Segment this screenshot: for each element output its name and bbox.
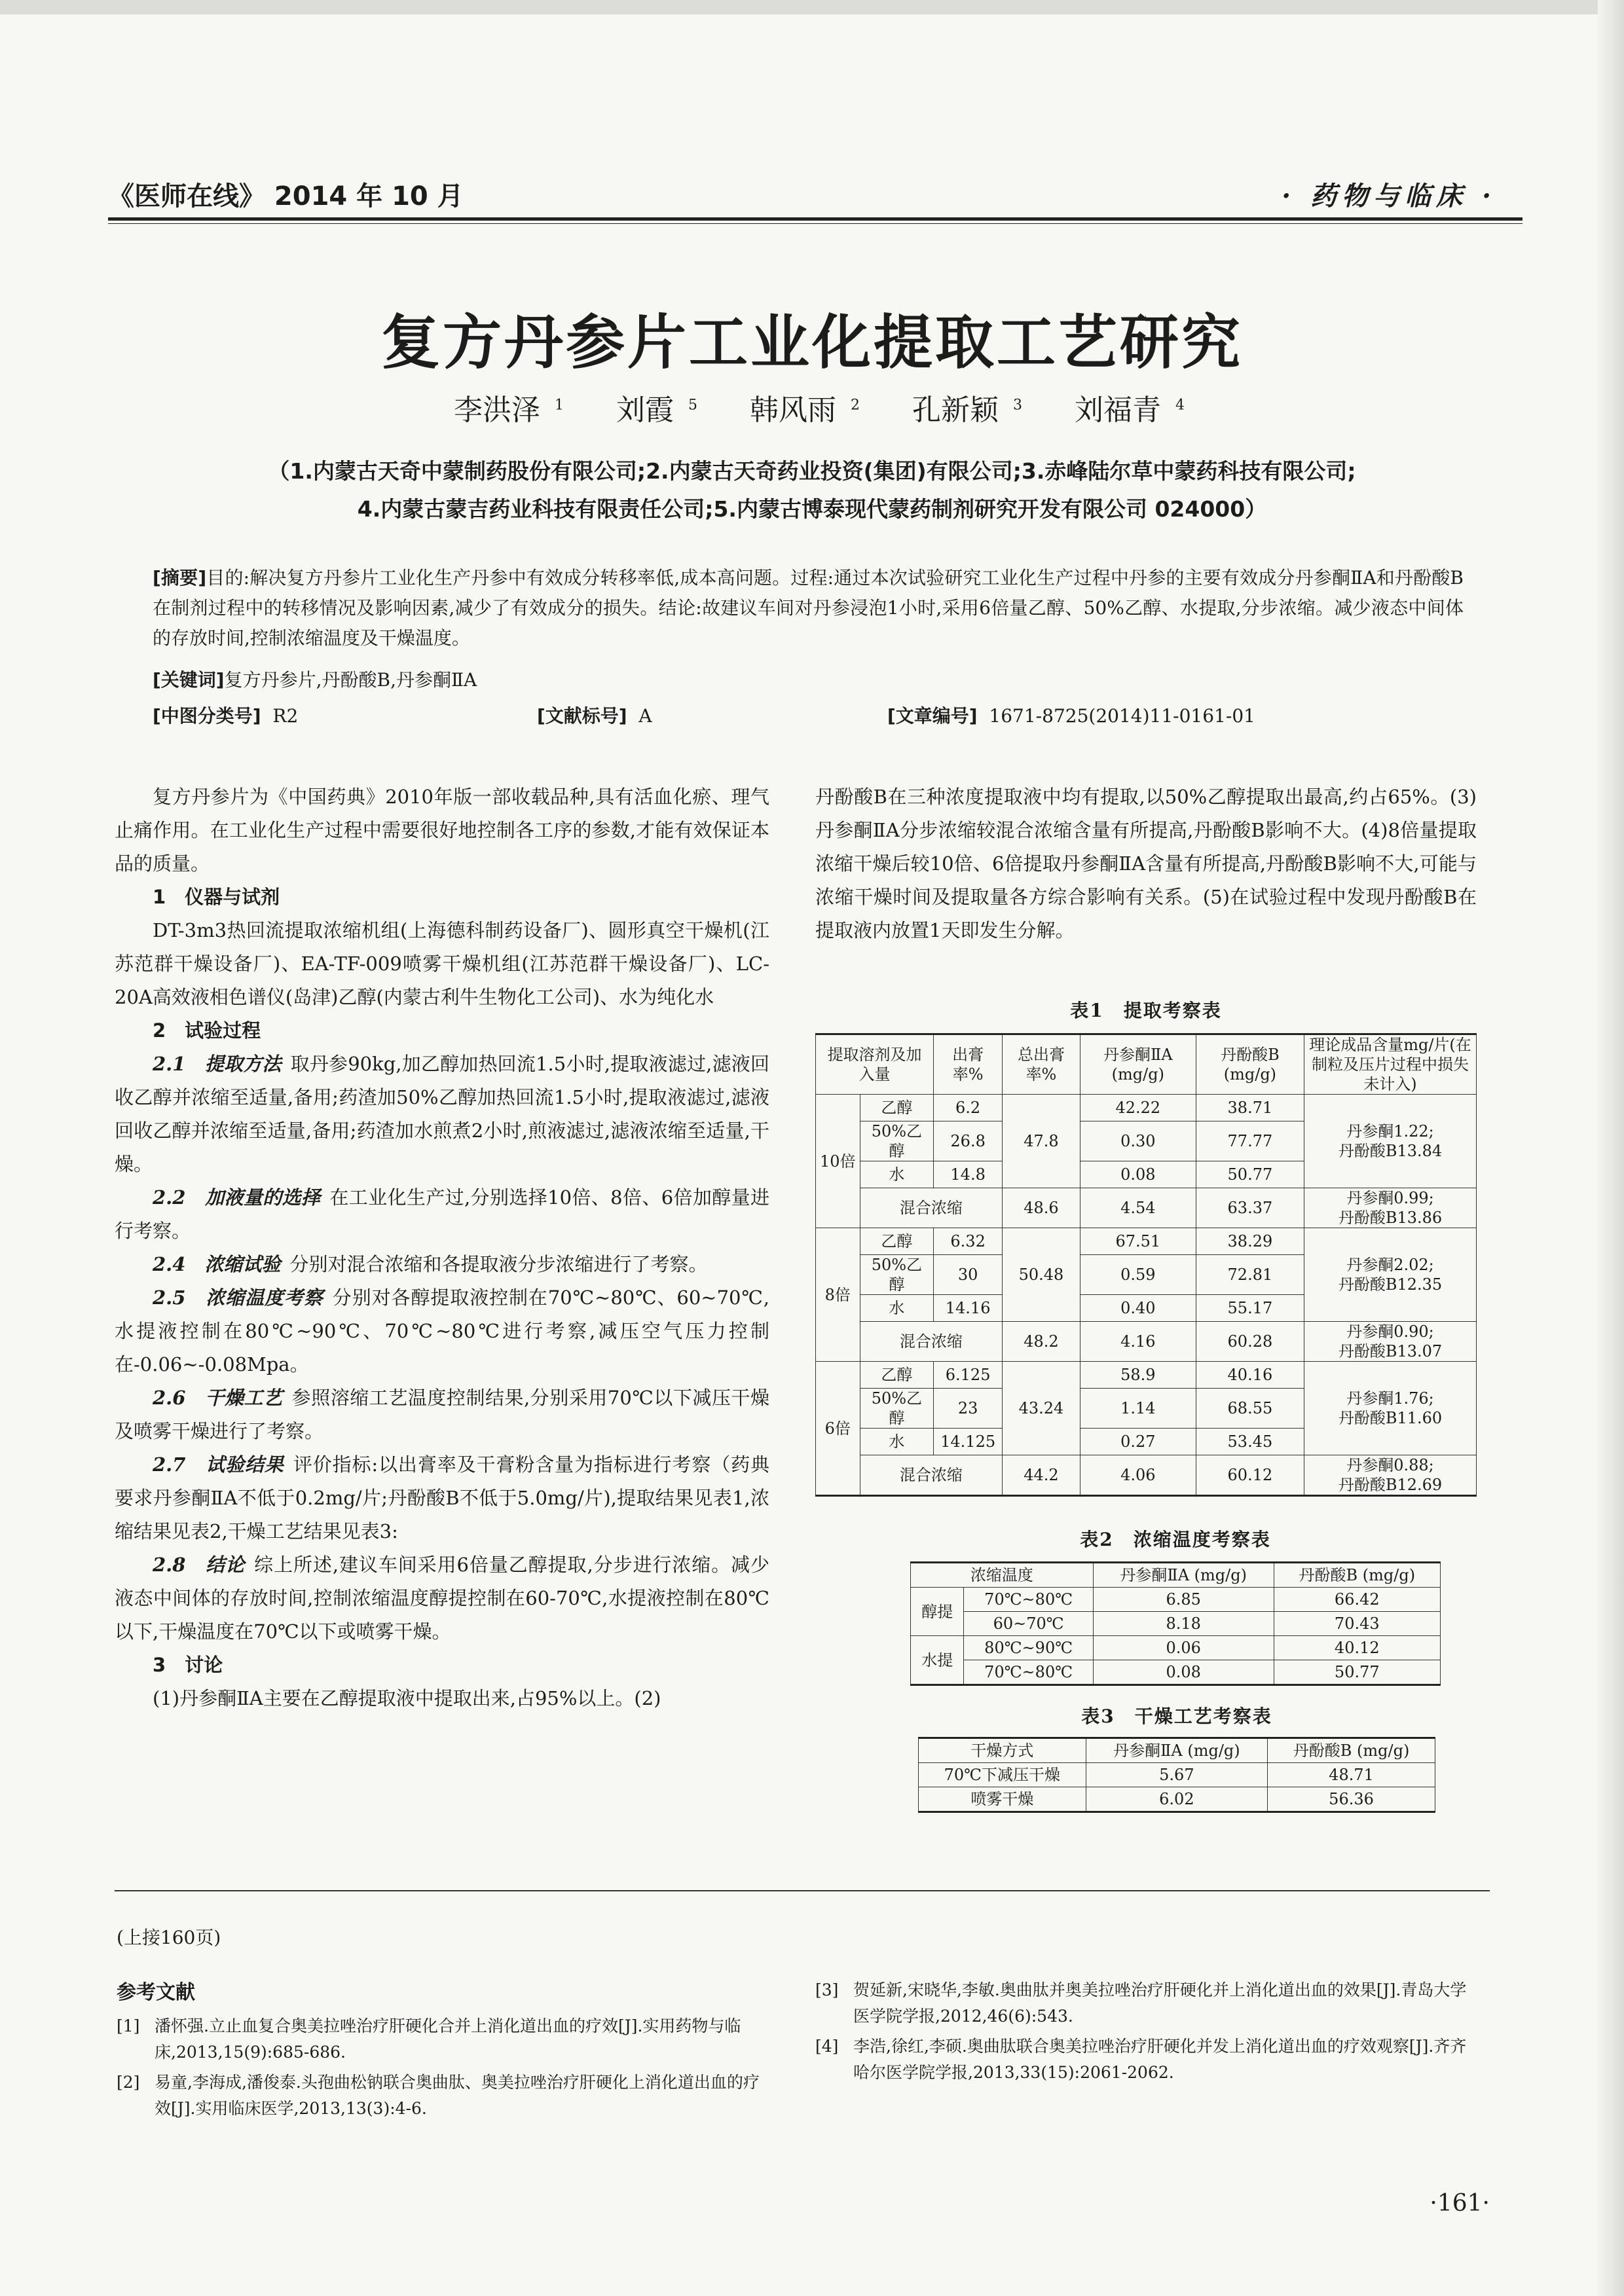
- table-cell: 混合浓缩: [860, 1322, 1003, 1362]
- table-cell: 干燥方式: [919, 1738, 1086, 1763]
- table-cell: 66.42: [1274, 1588, 1440, 1612]
- table-cell: 1.14: [1080, 1389, 1196, 1429]
- header-rule-thick: [108, 217, 1522, 221]
- table-row: [911, 1612, 1441, 1636]
- article-number: [文章编号] 1671-8725(2014)11-0161-01: [887, 705, 1255, 727]
- author: 刘霞 $^5$: [616, 393, 697, 427]
- table-cell: 6.2: [934, 1095, 1003, 1121]
- section-heading: 1 仪器与试剂: [153, 886, 280, 908]
- continued-note: (上接160页): [117, 1927, 221, 1948]
- table-cell: 6倍: [816, 1362, 860, 1496]
- table-cell: 混合浓缩: [860, 1455, 1003, 1496]
- table3-drying: [918, 1737, 1435, 1813]
- table1-caption: 表1 提取考察表: [1070, 1000, 1222, 1021]
- table-cell: 丹参酮1.76; 丹酚酸B11.60: [1304, 1362, 1477, 1455]
- table-cell: 理论成品含量mg/片(在制粒及压片过程中损失未计入): [1304, 1034, 1477, 1095]
- table-cell: 50.77: [1274, 1660, 1440, 1685]
- table-cell: 丹参酮ⅡA (mg/g): [1093, 1563, 1274, 1588]
- table-cell: 50%乙醇: [860, 1389, 934, 1429]
- table-cell: 38.29: [1196, 1228, 1304, 1255]
- table-cell: 56.36: [1268, 1787, 1435, 1812]
- page-number: ·161·: [1430, 2190, 1490, 2217]
- table-cell: 80℃~90℃: [964, 1636, 1093, 1660]
- table-cell: 水提: [911, 1636, 964, 1685]
- table-cell: 丹参酮2.02; 丹酚酸B12.35: [1304, 1228, 1477, 1322]
- table-cell: 60.12: [1196, 1455, 1304, 1496]
- table-cell: 26.8: [934, 1121, 1003, 1161]
- table-cell: 47.8: [1003, 1095, 1080, 1188]
- table-row: [816, 1095, 1477, 1121]
- table-cell: 丹参酮0.88; 丹酚酸B12.69: [1304, 1455, 1477, 1496]
- body-left-column: [115, 780, 769, 1715]
- table-cell: 14.16: [934, 1295, 1003, 1322]
- table-cell: 提取溶剂及加入量: [816, 1034, 934, 1095]
- section-heading: 3 讨论: [153, 1654, 223, 1676]
- table-cell: 丹参酮ⅡA (mg/g): [1080, 1034, 1196, 1095]
- table-cell: 14.125: [934, 1429, 1003, 1455]
- author-list: [0, 386, 1624, 428]
- table-cell: 0.06: [1093, 1636, 1274, 1660]
- table-cell: 50%乙醇: [860, 1255, 934, 1295]
- article-title: 复方丹参片工业化提取工艺研究: [381, 308, 1243, 377]
- table-cell: 44.2: [1003, 1455, 1080, 1496]
- author: 孔新颖 $^3$: [912, 393, 1022, 427]
- table-header-row: [911, 1563, 1441, 1588]
- table-cell: 6.02: [1086, 1787, 1267, 1812]
- table-cell: 70℃~80℃: [964, 1588, 1093, 1612]
- reference-item: [1] 潘怀强.立止血复合奥美拉唑治疗肝硬化合并上消化道出血的疗效[J].实用药物与临床,2013,15(9):685-686.: [117, 2016, 741, 2062]
- table-cell: 60.28: [1196, 1322, 1304, 1362]
- table-cell: 6.32: [934, 1228, 1003, 1255]
- table1-extraction: [815, 1033, 1477, 1497]
- clc-number: [中图分类号] R2: [153, 705, 299, 727]
- table2-caption: 表2 浓缩温度考察表: [1080, 1529, 1271, 1550]
- table-cell: 4.54: [1080, 1188, 1196, 1228]
- table-cell: 0.40: [1080, 1295, 1196, 1322]
- table-cell: 丹参酮0.90; 丹酚酸B13.07: [1304, 1322, 1477, 1362]
- table2-concentration: [910, 1561, 1441, 1686]
- table-cell: 70℃下减压干燥: [919, 1763, 1086, 1787]
- table-cell: 50.77: [1196, 1161, 1304, 1188]
- affiliation-line-2: 4.内蒙古蒙吉药业科技有限责任公司;5.内蒙古博泰现代蒙药制剂研究开发有限公司 024000）: [357, 496, 1267, 522]
- paragraph: 复方丹参片为《中国药典》2010年版一部收载品种,具有活血化瘀、理气止痛作用。在工业化生产过程中需要很好地控制各工序的参数,才能有效保证本品的质量。: [115, 786, 769, 875]
- references-heading: 参考文献: [117, 1981, 195, 2004]
- paragraph: DT-3m3热回流提取浓缩机组(上海德科制药设备厂)、圆形真空干燥机(江苏范群干燥设备厂)、EA-TF-009喷雾干燥机组(江苏范群干燥设备厂)、LC-20A高效液相色谱仪(岛津)乙醇(内蒙古利牛生物化工公司)、水为纯化水: [115, 919, 769, 1008]
- table-cell: 42.22: [1080, 1095, 1196, 1121]
- table3-caption: 表3 干燥工艺考察表: [1081, 1705, 1272, 1727]
- table-cell: 55.17: [1196, 1295, 1304, 1322]
- table-cell: 0.27: [1080, 1429, 1196, 1455]
- table-cell: 丹酚酸B (mg/g): [1268, 1738, 1435, 1763]
- paragraph: 2.8 结论 综上所述,建议车间采用6倍量乙醇提取,分步进行浓缩。减少液态中间体的存放时间,控制浓缩温度醇提控制在60-70℃,水提液控制在80℃以下,干燥温度在70℃以下或喷雾干燥。: [115, 1554, 770, 1643]
- paragraph: 丹酚酸B在三种浓度提取液中均有提取,以50%乙醇提取出最高,约占65%。(3)丹参酮ⅡA分步浓缩较混合浓缩含量有所提高,丹酚酸B影响不大。(4)8倍量提取浓缩干燥后较10倍、6倍提取丹参酮ⅡA含量有所提高,丹酚酸B影响不大,可能与浓缩干燥时间及提取量各方综合影响有关系。(5)在试验过程中发现丹酚酸B在提取液内放置1天即发生分解。: [815, 786, 1477, 941]
- table-cell: 4.06: [1080, 1455, 1196, 1496]
- table-cell: 水: [860, 1161, 934, 1188]
- running-header-section: · 药物与临床 ·: [1282, 181, 1496, 211]
- reference-item: [2] 易童,李海成,潘俊泰.头孢曲松钠联合奥曲肽、奥美拉唑治疗肝硬化上消化道出血的疗效[J].实用临床医学,2013,13(3):4-6.: [117, 2073, 760, 2118]
- table-cell: 丹参酮1.22; 丹酚酸B13.84: [1304, 1095, 1477, 1188]
- table-row: [816, 1455, 1477, 1496]
- table-cell: 40.16: [1196, 1362, 1304, 1389]
- table-cell: 醇提: [911, 1588, 964, 1636]
- author: 李洪泽 $^1$: [454, 393, 564, 427]
- paragraph: (1)丹参酮ⅡA主要在乙醇提取液中提取出来,占95%以上。(2): [153, 1687, 661, 1709]
- table-cell: 6.125: [934, 1362, 1003, 1389]
- table-row: [911, 1636, 1441, 1660]
- paragraph: 2.7 试验结果 评价指标:以出膏率及干膏粉含量为指标进行考察（药典要求丹参酮ⅡA不低于0.2mg/片;丹酚酸B不低于5.0mg/片),提取结果见表1,浓缩结果见表2,干燥工艺结果见表3:: [115, 1453, 769, 1542]
- table-cell: 水: [860, 1429, 934, 1455]
- author: 刘福青 $^4$: [1075, 393, 1185, 427]
- table-cell: 58.9: [1080, 1362, 1196, 1389]
- reference-item: [4] 李浩,徐红,李硕.奥曲肽联合奥美拉唑治疗肝硬化并发上消化道出血的疗效观察[J].齐齐哈尔医学院学报,2013,33(15):2061-2062.: [815, 2037, 1467, 2082]
- table-cell: 48.2: [1003, 1322, 1080, 1362]
- table-cell: 乙醇: [860, 1095, 934, 1121]
- references-right: [815, 1977, 1477, 2086]
- table-cell: 43.24: [1003, 1362, 1080, 1455]
- table-cell: 4.16: [1080, 1322, 1196, 1362]
- table-cell: 60~70℃: [964, 1612, 1093, 1636]
- table-cell: 丹酚酸B (mg/g): [1274, 1563, 1440, 1588]
- table-cell: 混合浓缩: [860, 1188, 1003, 1228]
- paragraph: 2.4 浓缩试验 分别对混合浓缩和各提取液分步浓缩进行了考察。: [153, 1253, 708, 1275]
- table-cell: 30: [934, 1255, 1003, 1295]
- scan-edge-top: [0, 0, 1624, 14]
- keywords: [关键词]复方丹参片,丹酚酸B,丹参酮ⅡA: [153, 669, 477, 691]
- section-heading: 2 试验过程: [153, 1019, 261, 1042]
- table-cell: 丹参酮ⅡA (mg/g): [1086, 1738, 1267, 1763]
- table-cell: 67.51: [1080, 1228, 1196, 1255]
- table-cell: 丹酚酸B (mg/g): [1196, 1034, 1304, 1095]
- table-cell: 10倍: [816, 1095, 860, 1228]
- abstract: [摘要]目的:解决复方丹参片工业化生产丹参中有效成分转移率低,成本高问题。过程:通过本次试验研究工业化生产过程中丹参的主要有效成分丹参酮ⅡA和丹酚酸B在制剂过程中的转移情况及影响因素,减少了有效成分的损失。结论:故建议车间对丹参浸泡1小时,采用6倍量乙醇、50%乙醇、水提取,分步浓缩。减少液态中间体的存放时间,控制浓缩温度及干燥温度。: [153, 567, 1464, 649]
- table-cell: 8倍: [816, 1228, 860, 1362]
- table-cell: 48.71: [1268, 1763, 1435, 1787]
- table-row: [816, 1362, 1477, 1389]
- table-cell: 77.77: [1196, 1121, 1304, 1161]
- table-cell: 出膏率%: [934, 1034, 1003, 1095]
- table-header-row: [919, 1738, 1435, 1763]
- paragraph: 2.6 干燥工艺 参照溶缩工艺温度控制结果,分别采用70℃以下减压干燥及喷雾干燥进行了考察。: [115, 1387, 770, 1442]
- table-cell: 0.59: [1080, 1255, 1196, 1295]
- table-cell: 40.12: [1274, 1636, 1440, 1660]
- table-cell: 14.8: [934, 1161, 1003, 1188]
- table-cell: 63.37: [1196, 1188, 1304, 1228]
- paragraph: 2.5 浓缩温度考察 分别对各醇提取液控制在70℃~80℃、60~70℃,水提液控制在80℃~90℃、70℃~80℃进行考察,减压空气压力控制在-0.06~-0.08Mpa。: [115, 1286, 770, 1376]
- table-cell: 喷雾干燥: [919, 1787, 1086, 1812]
- table-header-row: [816, 1034, 1477, 1095]
- affiliation-line-1: （1.内蒙古天奇中蒙制药股份有限公司;2.内蒙古天奇药业投资(集团)有限公司;3.赤峰陆尔草中蒙药科技有限公司;: [268, 458, 1356, 484]
- table-row: [919, 1763, 1435, 1787]
- table-cell: 70.43: [1274, 1612, 1440, 1636]
- table-cell: 70℃~80℃: [964, 1660, 1093, 1685]
- table-cell: 68.55: [1196, 1389, 1304, 1429]
- table-cell: 6.85: [1093, 1588, 1274, 1612]
- table-cell: 38.71: [1196, 1095, 1304, 1121]
- table-cell: 50%乙醇: [860, 1121, 934, 1161]
- table-cell: 5.67: [1086, 1763, 1267, 1787]
- table-cell: 8.18: [1093, 1612, 1274, 1636]
- table-cell: 48.6: [1003, 1188, 1080, 1228]
- paragraph: 2.1 提取方法 取丹参90kg,加乙醇加热回流1.5小时,提取液滤过,滤液回收乙醇并浓缩至适量,备用;药渣加50%乙醇加热回流1.5小时,提取液滤过,滤液回收乙醇并浓缩至适量,备用;药渣加水煎煮2小时,煎液滤过,滤液浓缩至适量,干燥。: [115, 1053, 769, 1175]
- table-cell: 总出膏率%: [1003, 1034, 1080, 1095]
- references-left: [117, 2013, 771, 2122]
- paragraph: 2.2 加液量的选择 在工业化生产过,分别选择10倍、8倍、6倍加醇量进行考察。: [115, 1186, 770, 1242]
- table-row: [816, 1188, 1477, 1228]
- table-cell: 丹参酮0.99; 丹酚酸B13.86: [1304, 1188, 1477, 1228]
- table-cell: 0.08: [1093, 1660, 1274, 1685]
- running-header-journal: 《医师在线》 2014 年 10 月: [108, 181, 464, 211]
- table-row: [816, 1228, 1477, 1255]
- table-cell: 50.48: [1003, 1228, 1080, 1322]
- reference-item: [3] 贺延新,宋晓华,李敏.奥曲肽并奥美拉唑治疗肝硬化并上消化道出血的效果[J].青岛大学医学院学报,2012,46(6):543.: [815, 1980, 1467, 2026]
- table-cell: 乙醇: [860, 1362, 934, 1389]
- table-cell: 72.81: [1196, 1255, 1304, 1295]
- table-cell: 23: [934, 1389, 1003, 1429]
- table-row: [911, 1588, 1441, 1612]
- header-rule-thin: [108, 223, 1522, 224]
- document-code: [文献标号] A: [537, 705, 652, 727]
- table-row: [911, 1660, 1441, 1685]
- footer-section-rule: [115, 1890, 1490, 1891]
- table-cell: 乙醇: [860, 1228, 934, 1255]
- table-cell: 0.08: [1080, 1161, 1196, 1188]
- table-row: [816, 1322, 1477, 1362]
- table-cell: 浓缩温度: [911, 1563, 1094, 1588]
- table-cell: 53.45: [1196, 1429, 1304, 1455]
- body-right-column: [815, 780, 1477, 947]
- author: 韩风雨 $^2$: [750, 393, 860, 427]
- table-row: [919, 1787, 1435, 1812]
- table-cell: 水: [860, 1295, 934, 1322]
- table-cell: 0.30: [1080, 1121, 1196, 1161]
